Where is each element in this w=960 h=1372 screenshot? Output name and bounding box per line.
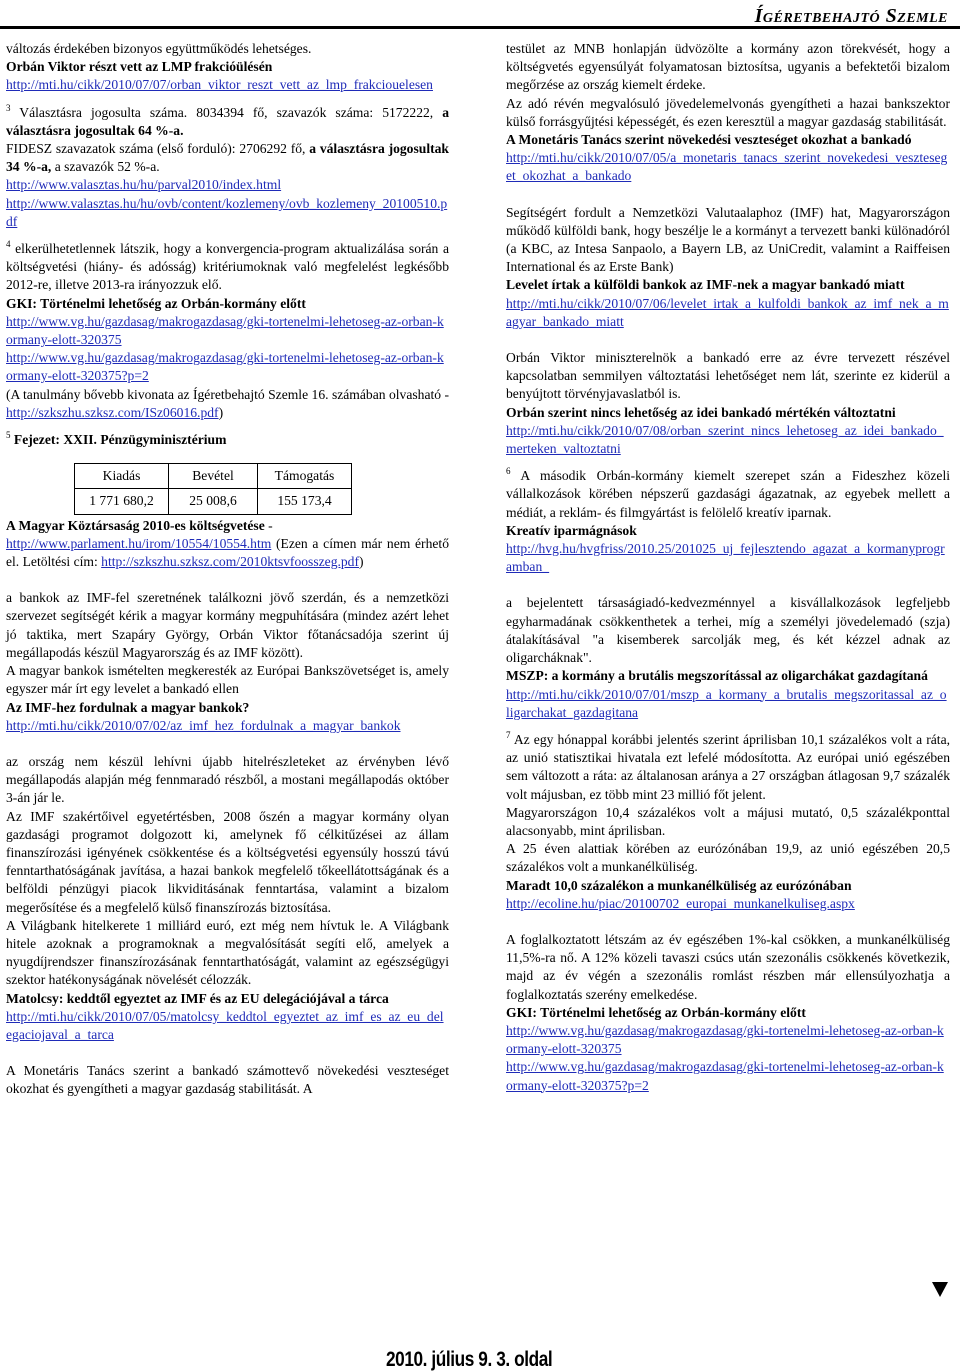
article-title: Maradt 10,0 százalékon a munkanélküliség az eurózónában <box>506 877 852 893</box>
source-link[interactable]: http://mti.hu/cikk/2010/07/07/orban_viktor_reszt_vett_az_lmp_frakciouelesen <box>6 77 433 93</box>
article-title: GKI: Történelmi lehetőség az Orbán-kormány előtt <box>6 295 306 311</box>
table-cell: 1 771 680,2 <box>75 489 169 514</box>
source-link[interactable]: http://szkszhu.szksz.com/ISz06016.pdf <box>6 404 219 420</box>
source-link[interactable]: http://www.valasztas.hu/hu/ovb/content/kozlemeny/ovb_kozlemeny_20100510.pdf <box>6 195 448 229</box>
table-header: Bevétel <box>169 464 258 489</box>
article-title: Orbán szerint nincs lehetőség az idei bankadó mértékén változtatni <box>506 404 896 420</box>
source-link[interactable]: http://www.vg.hu/gazdasag/makrogazdasag/gki-tortenelmi-lehetoseg-az-orban-kormany-elott-320375?p=2 <box>6 350 444 384</box>
paragraph: a bejelentett társaságiadó-kedvezménnyel a kisvállalkozások legfeljebb egyharmadának csökkenthetek a terhei, míg a személyi jövedelemadó (szja) átalakításával "a kisemberek sarcolják meg, és két kézzel adnak az oligarcháknak". <box>506 595 950 666</box>
paragraph: http://www.parlament.hu/irom/10554/10554.htm (Ezen a címen már nem érhető el. Letöltési cím: http://szkszhu.szksz.com/2010ktsvfoosszeg.pdf) <box>6 535 449 570</box>
paragraph: (A tanulmány bővebb kivonata az Ígéretbehajtó Szemle 16. számában olvasható - http://szkszhu.szksz.com/ISz06016.pdf) <box>6 386 449 420</box>
table-cell: 25 008,6 <box>169 489 258 514</box>
source-link[interactable]: http://mti.hu/cikk/2010/07/02/az_imf_hez_fordulnak_a_magyar_bankok <box>6 717 401 733</box>
article-title: Matolcsy: keddtől egyeztet az IMF és az EU delegációjával a tárca <box>6 990 389 1006</box>
page-footer: 2010. július 9. 3. oldal <box>386 1348 553 1371</box>
source-link[interactable]: http://www.vg.hu/gazdasag/makrogazdasag/gki-tortenelmi-lehetoseg-az-orban-kormany-elott-320375 <box>506 1022 944 1057</box>
source-link[interactable]: http://mti.hu/cikk/2010/07/01/mszp_a_kormany_a_brutalis_megszoritassal_az_oligarchakat_gazdagitana <box>506 686 947 720</box>
paragraph: A Monetáris Tanács szerint a bankadó számottevő növekedési veszteséget okozhat és gyengítheti a magyar gazdaság stabilitását. A <box>6 1063 449 1097</box>
source-link[interactable]: http://ecoline.hu/piac/20100702_europai_munkanelkuliseg.aspx <box>506 895 855 911</box>
paragraph: A 25 éven alattiak körében az eurózónában 19,9, az unió egészében 20,5 százalékos volt a munkanélküliség. <box>506 841 950 875</box>
paragraph: változás érdekében bizonyos együttműködés lehetséges. <box>6 41 312 56</box>
paragraph: A Világbank hitelkerete 1 milliárd euró, ezt még nem hívtuk le. A Világbank hitele azoknak a programoknak a megvalósítását segíti elő, amelyek a nyugdíjrendszer finanszírozásának fenntarthatóságát, valamint az egészségügyi szektor hatékonyságának növelését célozzák. <box>6 917 449 988</box>
source-link[interactable]: http://www.vg.hu/gazdasag/makrogazdasag/gki-tortenelmi-lehetoseg-az-orban-kormany-elott-320375 <box>6 313 444 348</box>
down-arrow-icon <box>932 1282 948 1297</box>
source-link[interactable]: http://www.parlament.hu/irom/10554/10554.htm <box>6 535 272 551</box>
source-link[interactable]: http://mti.hu/cikk/2010/07/05/matolcsy_keddtol_egyeztet_az_imf_es_az_eu_delegaciojaval_a_tarca <box>6 1008 444 1042</box>
source-link[interactable]: http://mti.hu/cikk/2010/07/05/a_monetaris_tanacs_szerint_novekedesi_veszteseget_okozhat_a_bankado <box>506 150 948 184</box>
article-title: A Magyar Köztársaság 2010-es költségvetése - <box>6 517 273 533</box>
table-header: Kiadás <box>75 464 169 489</box>
article-title: Orbán Viktor részt vett az LMP frakcióülésén <box>6 59 273 75</box>
article-title: A Monetáris Tanács szerint növekedési veszteséget okozhat a bankadó <box>506 132 912 148</box>
article-title: Levelet írtak a külföldi bankok az IMF-nek a magyar bankadó miatt <box>506 277 905 293</box>
paragraph: Magyarországon 10,4 százalékos volt a májusi mutató, 0,5 százalékponttal alacsonyabb, mint áprilisban. <box>506 804 950 838</box>
paragraph: Segítségért fordult a Nemzetközi Valutaalaphoz (IMF) hat, Magyarországon működő külföldi bank, hogy beszélje le a kormányt a tervezett banki különadóról (a KBC, az Intesa Sanpaolo, a Bayern LB, az UniCredit, valamint a Raiffeisen International és az Erste Bank) <box>506 204 950 275</box>
source-link[interactable]: http://hvg.hu/hvgfriss/2010.25/201025_uj_fejlesztendo_agazat_a_kormanyprogramban_ <box>506 541 945 575</box>
source-link[interactable]: http://mti.hu/cikk/2010/07/08/orban_szerint_nincs_lehetoseg_az_idei_bankado_merteken_valtoztatni <box>506 422 944 457</box>
paragraph: Az IMF szakértőivel egyetértésben, 2008 őszén a magyar kormány olyan gazdasági programot dolgozott ki, amelynek fő célkitűzései az állam finanszírozási igényének csökkentése és a költségvetési egyensúly hosszú távú fenntarthatóságának javítása, a hazai bankok megfelelő tőkeellátottságának és a belföldi pénzügyi piacok likviditásának fenntartása, valamint a bizalom megerősítése és a megfelelő külső finanszírozás biztosítása. <box>6 808 449 915</box>
paragraph: a bankok az IMF-fel szeretnének találkozni jövő szerdán, és a nemzetközi szervezet segítségét kérik a magyar kormány megpuhítására (mindez azért lehet jó taktika, mert Szapáry György, Orbán Viktor főtanácsadója szerint új megállapodás készül Magyarország és az IMF között). <box>6 590 449 660</box>
left-column <box>6 40 449 1099</box>
paragraph: Orbán Viktor miniszterelnök a bankadó erre az évre tervezett részével kapcsolatban semmilyen változtatási lehetőséget nem lát, szerinte ez kiderül a benyújtott törvényjavaslatból is. <box>506 350 950 402</box>
paragraph: az ország nem készül lehívni újabb hitelrészleteket az érvényben lévő megállapodás alapján még fennmaradó részből, a mostani megállapodás október 3-án jár le. <box>6 753 449 806</box>
source-link[interactable]: http://szkszhu.szksz.com/2010ktsvfoosszeg.pdf <box>101 554 360 570</box>
paragraph: testület az MNB honlapján üdvözölte a kormány azon törekvését, hogy a költségvetés egyensúlyát folyamatosan biztosítsa, ugyanis a befektetői bizalom megőrzése az ország kiemelt érdeke. <box>506 41 950 93</box>
footnote-6: $^6$ A második Orbán-kormány kiemelt szerepet szán a Fideszhez közeli vállalkozások körében népszerű gazdasági ágazatnak, az egyebek mellett a médiát, a reklám- és filmgyártást is felölelő kreatív iparnak. <box>506 466 950 520</box>
source-link[interactable]: http://www.vg.hu/gazdasag/makrogazdasag/gki-tortenelmi-lehetoseg-az-orban-kormany-elott-320375?p=2 <box>506 1059 944 1093</box>
footnote-5: $^5$ Fejezet: XXII. Pénzügyminisztérium <box>6 430 227 448</box>
article-title: Az IMF-hez fordulnak a magyar bankok? <box>6 699 250 715</box>
article-title: GKI: Történelmi lehetőség az Orbán-kormány előtt <box>506 1004 806 1020</box>
footnote-7: $^7$ Az egy hónappal korábbi jelentés szerint áprilisban 10,1 százalékos volt a ráta, az unió statisztikai hivatala ezt lefelé módosította. Az európai unió egészében sem változott a ráta: az általanosan aránya a 27 országban átlagosan 9,7 százalék volt májusban, ez több mint 23 millió főt jelent. <box>506 729 950 802</box>
paragraph: A magyar bankok ismételten megkeresték az Európai Bankszövetséget is, amely egyszer már írt egy levelet a bankadó ellen <box>6 663 449 697</box>
table-cell: 155 173,4 <box>258 489 352 514</box>
footnote-number: 6 <box>506 466 511 477</box>
source-link[interactable]: http://www.valasztas.hu/hu/parval2010/index.html <box>6 177 282 193</box>
article-title: MSZP: a kormány a brutális megszorítással az oligarchákat gazdagítaná <box>506 668 928 684</box>
footnote-number: 3 <box>6 102 11 113</box>
masthead-title: Ígéretbehajtó Szemle <box>754 5 948 27</box>
paragraph: FIDESZ szavazatok száma (első forduló): 2706292 fő, a választásra jogosultak 34 %-a, a szavazók 52 %-a. <box>6 141 449 175</box>
paragraph: A foglalkoztatott létszám az év egészében 1%-kal csökken, a munkanélküliség 11,5%-ra nő. A 12% közeli tavaszi csúcs után szezonális csökkenés következik, majd az év végén a szezonális romlást részben már ellensúlyozhatja a foglalkoztatás szerény emelkedése. <box>506 931 950 1002</box>
table-header-row <box>75 464 352 489</box>
right-column <box>506 40 950 1095</box>
footnote-number: 5 <box>6 430 11 441</box>
table-row <box>75 489 352 514</box>
source-link[interactable]: http://mti.hu/cikk/2010/07/06/levelet_irtak_a_kulfoldi_bankok_az_imf_nek_a_magyar_bankado_miatt <box>506 295 949 329</box>
paragraph: Az adó révén megvalósuló jövedelemelvonás gyengítheti a hazai bankszektor külső forrásgyűjtési képességét, és ezen keresztül a magyar gazdaság stabilitását. <box>506 95 950 129</box>
table-header: Támogatás <box>258 464 352 489</box>
article-title: Kreatív iparmágnások <box>506 522 637 538</box>
footnote-number: 4 <box>6 239 11 250</box>
footnote-4: $^4$ elkerülhetetlennek látszik, hogy a konvergencia-program aktualizálása során a költségvetési (hiány- és adósság) kritériumoknak való megfelelést legkésőbb 2012-re, illetve 2013-ra irányozzuk elő. <box>6 239 449 293</box>
footnote-number: 7 <box>506 729 511 740</box>
budget-table <box>74 463 352 514</box>
footnote-3: $^3$ Választásra jogosulta száma. 8034394 fő, szavazók száma: 5172222, a választásra jogosultak 64 %-a. <box>6 102 450 138</box>
